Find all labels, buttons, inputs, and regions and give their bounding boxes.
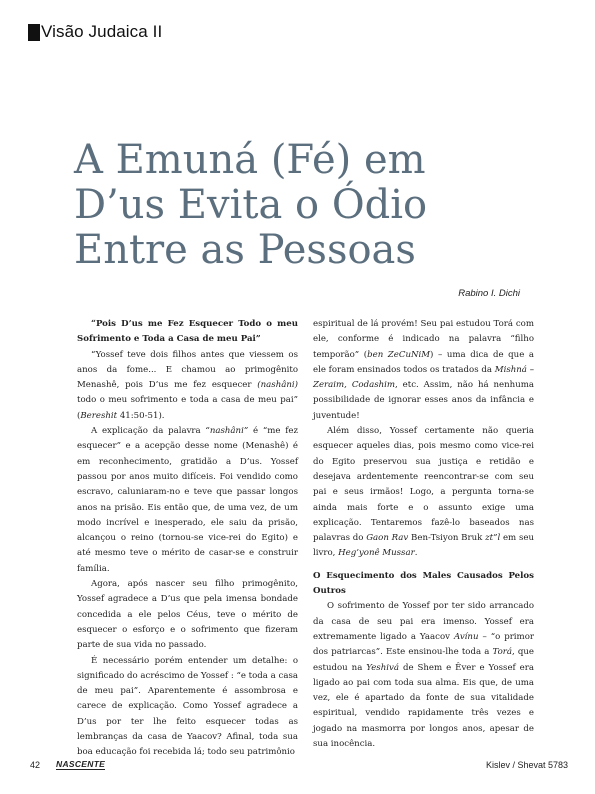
title-line-1: A Emuná (Fé) em (74, 137, 426, 183)
article-title (74, 138, 427, 273)
paragraph-epigraph: “Pois D’us me Fez Esquecer Todo o meu Sofrimento e Toda a Casa de meu Pai” (77, 319, 298, 345)
paragraph-gratitude: Agora, após nascer seu filho primogênito, Yossef agradece a D’us que pela imensa bondade concedida a ele pelos Céus, teve o mérito de esquecer o esforço e o sofrimento que fizeram parte de sua vida no passado. (77, 579, 298, 651)
paragraph-suffering: O sofrimento de Yossef por ter sido arrancado da casa de seu pai era imenso. Yossef era extremamente ligado a Yaacov Avínu – “o primor dos patriarcas”. Este ensinou-lhe toda a Torá, que estudou na Yeshivá de Shem e Êver e Yossef era ligado ao pai com toda sua alma. Eis que, de uma vez, ele é apartado da fonte de sua vitalidade espiritual, vendido rapidamente três vezes e jogado na masmorra por longos anos, apesar de sua inocência. (313, 601, 534, 750)
title-line-2: D’us Evita o Ódio (74, 182, 428, 228)
paragraph-question: É necessário porém entender um detalhe: o significado do acréscimo de Yossef : “e toda a casa de meu pai”. Aparentemente é assombrosa e carece de explicação. Como Yossef agradece a D’us por ter lhe feito esquecer todas as lembranças da casa de Yaacov? Afinal, toda sua boa educação foi recebida lá; todo seu patrimônio (77, 655, 298, 758)
paragraph-quote: “Yossef teve dois filhos antes que viessem os anos da fome... E chamou ao primogênito Menashê, pois D’us me fez esquecer (nashâni) todo o meu sofrimento e toda a casa de meu pai” (Bereshit 41:50-51). (77, 349, 298, 421)
paragraph-continuation: espiritual de lá provém! Seu pai estudou Torá com ele, conforme é indicado na palavra “filho temporão” (ben ZeCuNiM) – uma dica de que a ele foram ensinados todos os tratados da Mishná – Zeraim, Codashim, etc. Assim, não há nenhuma possibilidade de ignorar esses anos da infância e juventude! (313, 319, 534, 421)
section-marker-block (28, 24, 40, 41)
section-title: Visão Judaica II (41, 22, 163, 41)
issue-date: Kislev / Shevat 5783 (485, 760, 568, 770)
section-header (28, 22, 162, 42)
article-author: Rabino I. Dichi (458, 288, 520, 299)
subheading: O Esquecimento dos Males Causados Pelos Outros (313, 570, 534, 597)
title-line-3: Entre as Pessoas (74, 227, 416, 273)
page-number: 42 (30, 760, 41, 770)
paragraph-explanation: A explicação da palavra “nashâni” é “me fez esquecer” e a acepção desse nome (Menashê) é em reconhecimento, gratidão a D’us. Yossef passou por anos muito difíceis. Foi vendido como escravo, caluniaram-no e teve que passar longos anos na prisão. Eis então que, de uma vez, de um modo incrível e inesperado, ele saiu da prisão, alcançou o reino (tornou-se vice-rei do Egito) e até mesmo teve o mérito de casar-se e construir família. (77, 426, 298, 574)
text-column-left (77, 317, 298, 761)
text-column-right (313, 317, 534, 752)
magazine-logo: NASCENTE (56, 759, 106, 769)
paragraph-moreover: Além disso, Yossef certamente não queria esquecer aqueles dias, pois mesmo como vice-rei do Egito preservou sua justiça e retidão e desejava ardentemente reencontrar-se com seu pai e seus irmãos! Logo, a pergunta torna-se ainda mais forte e o assunto exige uma explicação. Tentaremos fazê-lo baseados nas palavras do Gaon Rav Ben-Tsiyon Bruk zt”l em seu livro, Heg’yonê Mussar. (313, 426, 534, 559)
